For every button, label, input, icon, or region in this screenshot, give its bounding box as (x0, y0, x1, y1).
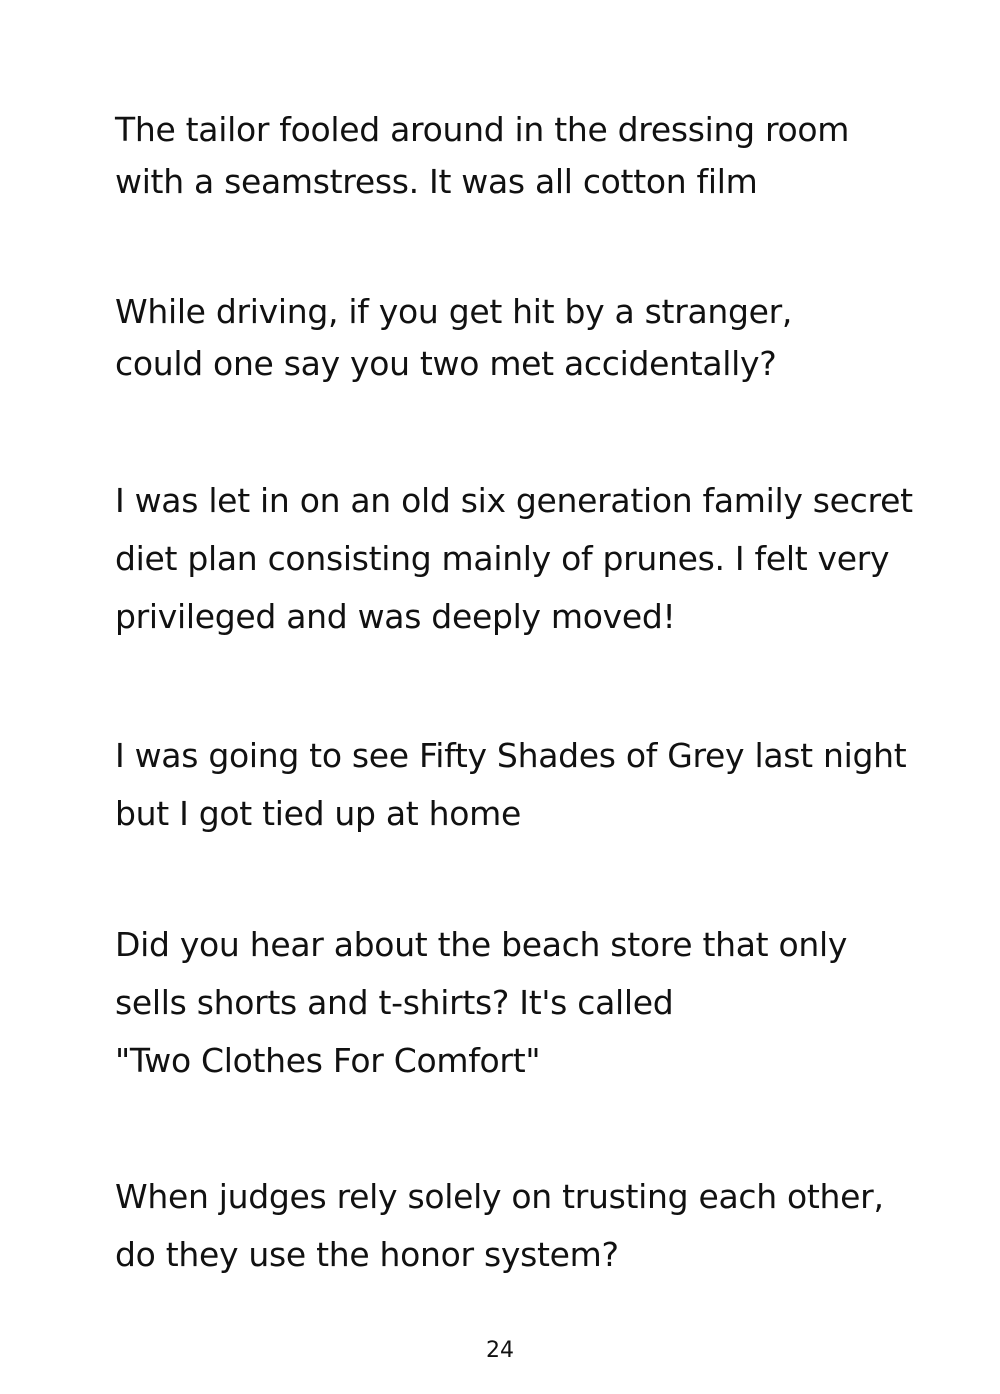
text-line: privileged and was deeply moved! (115, 597, 676, 636)
text-line: While driving, if you get hit by a stranger, (115, 292, 793, 331)
text-line: I was let in on an old six generation family secret (115, 481, 913, 520)
text-line: "Two Clothes For Comfort" (115, 1041, 541, 1080)
text-line: The tailor fooled around in the dressing room (115, 110, 850, 149)
joke-paragraph (115, 727, 915, 843)
page-number: 24 (486, 1338, 514, 1363)
text-line: could one say you two met accidentally? (115, 344, 777, 383)
text-line: with a seamstress. It was all cotton film (115, 162, 758, 201)
joke-paragraph (115, 1168, 915, 1284)
joke-paragraph (115, 104, 915, 208)
text-line: I was going to see Fifty Shades of Grey last night (115, 736, 907, 775)
joke-paragraph (115, 472, 915, 646)
text-line: Did you hear about the beach store that only (115, 925, 848, 964)
text-line: but I got tied up at home (115, 794, 521, 833)
text-line: diet plan consisting mainly of prunes. I felt very (115, 539, 890, 578)
text-line: do they use the honor system? (115, 1235, 619, 1274)
joke-paragraph (115, 916, 915, 1090)
text-line: When judges rely solely on trusting each other, (115, 1177, 884, 1216)
joke-paragraph (115, 286, 915, 390)
text-line: sells shorts and t-shirts? It's called (115, 983, 674, 1022)
